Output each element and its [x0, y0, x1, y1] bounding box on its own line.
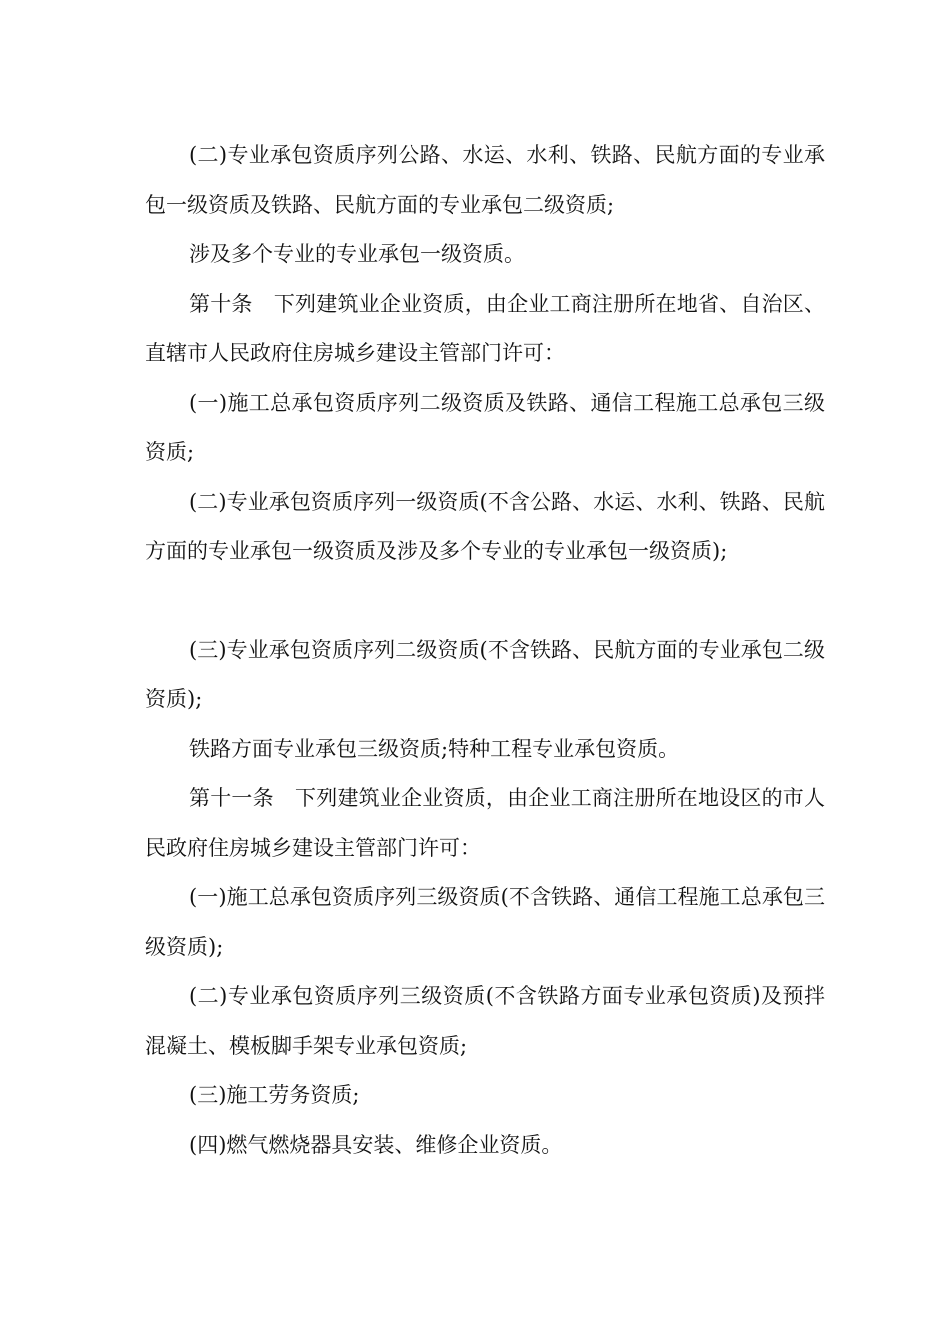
document-body — [145, 131, 825, 1170]
paragraph: (二)专业承包资质序列一级资质(不含公路、水运、水利、铁路、民航方面的专业承包一级资质及涉及多个专业的专业承包一级资质); — [145, 489, 825, 563]
paragraph: (一)施工总承包资质序列二级资质及铁路、通信工程施工总承包三级资质; — [145, 390, 825, 464]
paragraph: (三)专业承包资质序列二级资质(不含铁路、民航方面的专业承包二级资质); — [145, 637, 825, 711]
paragraph: (三)施工劳务资质; — [189, 1083, 360, 1107]
paragraph: 铁路方面专业承包三级资质;特种工程专业承包资质。 — [189, 736, 680, 761]
paragraph: (一)施工总承包资质序列三级资质(不含铁路、通信工程施工总承包三级资质); — [145, 885, 825, 959]
paragraph: 涉及多个专业的专业承包一级资质。 — [189, 242, 525, 266]
paragraph: (二)专业承包资质序列公路、水运、水利、铁路、民航方面的专业承包一级资质及铁路、民航方面的专业承包二级资质; — [145, 143, 825, 217]
article-paragraph: 第十一条 下列建筑业企业资质，由企业工商注册所在地设区的市人民政府住房城乡建设主管部门许可： — [145, 786, 825, 860]
paragraph: (四)燃气燃烧器具安装、维修企业资质。 — [189, 1132, 563, 1157]
article-paragraph: 第十条 下列建筑业企业资质，由企业工商注册所在地省、自治区、直辖市人民政府住房城乡建设主管部门许可： — [145, 291, 825, 365]
paragraph: (二)专业承包资质序列三级资质(不含铁路方面专业承包资质)及预拌混凝土、模板脚手架专业承包资质; — [145, 984, 825, 1058]
